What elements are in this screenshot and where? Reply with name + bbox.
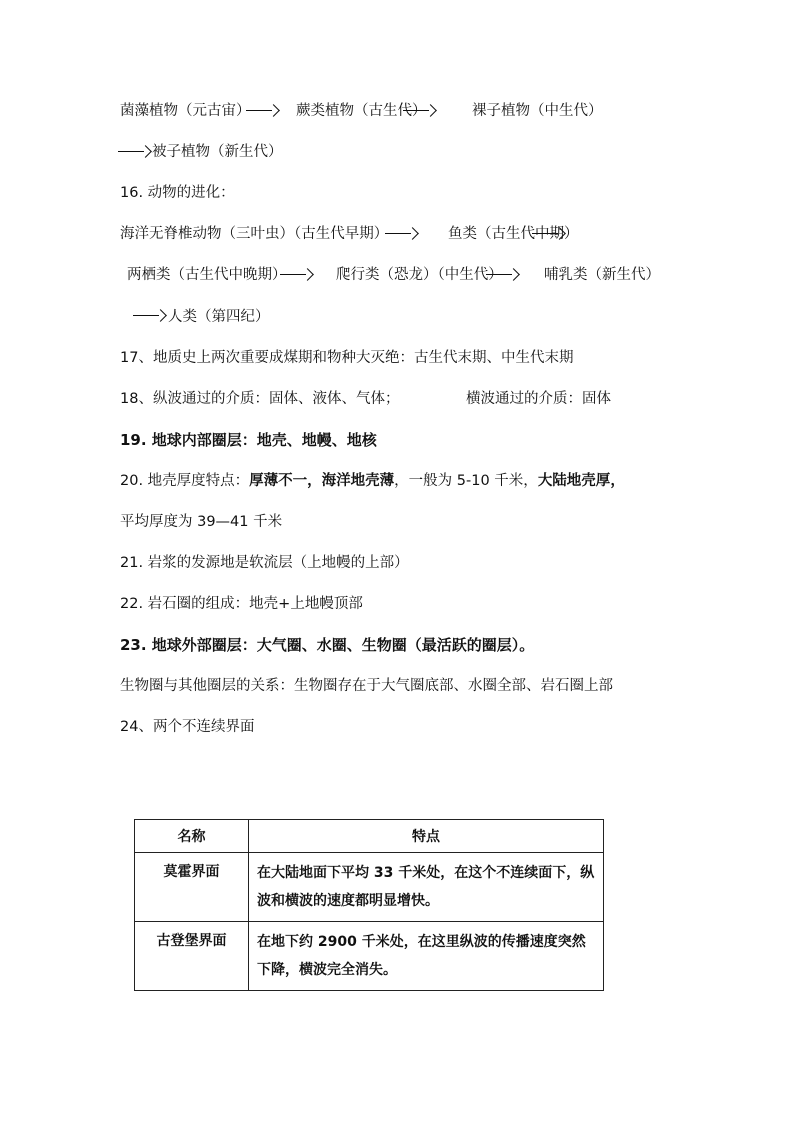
item-20-continuation: 平均厚度为 39—41 千米 (120, 514, 283, 530)
table-row (135, 922, 604, 991)
table-row (135, 853, 604, 922)
arrow-icon (403, 101, 435, 121)
arrow-icon (532, 224, 564, 244)
arrow-icon (385, 224, 417, 244)
item-19: 19. 地球内部圈层：地壳、地幔、地核 (120, 431, 377, 449)
animal-stage-amphibian: 两栖类（古生代中晚期） (127, 267, 287, 283)
table-header-row (135, 820, 604, 853)
table-cell-desc: 在地下约 2900 千米处，在这里纵波的传播速度突然下降，横波完全消失。 (249, 922, 604, 991)
item-20-bold-thick: 大陆地壳厚 (537, 473, 611, 489)
animal-stage-reptile: 爬行类（恐龙）（中生代） (336, 267, 503, 283)
item-23-relation: 生物圈与其他圈层的关系：生物圈存在于大气圈底部、水圈全部、岩石圈上部 (120, 678, 613, 694)
plant-stage-algae: 菌藻植物（元古宙） (120, 103, 251, 119)
plant-stage-fern: 蕨类植物（古生代） (296, 103, 427, 119)
animal-stage-human: 人类（第四纪） (168, 309, 270, 325)
table-cell-desc: 在大陆地面下平均 33 千米处，在这个不连续面下，纵波和横波的速度都明显增快。 (249, 853, 604, 922)
animal-evolution-title: 16. 动物的进化： (120, 185, 235, 201)
table-cell-name: 古登堡界面 (135, 922, 249, 991)
item-23: 23. 地球外部圈层：大气圈、水圈、生物圈（最活跃的圈层）。 (120, 636, 535, 654)
arrow-icon (246, 101, 278, 121)
arrow-icon (280, 265, 312, 285)
table-header-feature: 特点 (249, 820, 604, 853)
arrow-icon (133, 306, 165, 326)
item-22: 22. 岩石圈的组成：地壳+上地幔顶部 (120, 596, 363, 612)
item-18-longitudinal: 18、纵波通过的介质：固体、液体、气体； (120, 391, 400, 407)
item-24: 24、两个不连续界面 (120, 719, 255, 735)
item-20-prefix: 20. 地壳厚度特点： (120, 473, 250, 489)
item-17: 17、地质史上两次重要成煤期和物种大灭绝：古生代末期、中生代末期 (120, 350, 574, 366)
arrow-icon (118, 142, 150, 162)
item-20-middle: ，一般为 5-10 千米， (394, 473, 538, 489)
item-20 (120, 471, 625, 491)
animal-stage-trilobite: 海洋无脊椎动物（三叶虫）（古生代早期） (120, 226, 389, 242)
plant-stage-angiosperm: 被子植物（新生代） (152, 144, 283, 160)
item-18-transverse: 横波通过的介质：固体 (466, 391, 611, 407)
item-21: 21. 岩浆的发源地是软流层（上地幔的上部） (120, 555, 409, 571)
plant-stage-gymnosperm: 裸子植物（中生代） (472, 103, 603, 119)
table-cell-name: 莫霍界面 (135, 853, 249, 922)
discontinuity-table (134, 819, 604, 991)
item-20-bold-thin: 厚薄不一，海洋地壳薄 (249, 473, 395, 489)
animal-stage-fish: 鱼类（古生代中期） (448, 226, 579, 242)
animal-stage-mammal: 哺乳类（新生代） (544, 267, 660, 283)
arrow-icon (486, 265, 518, 285)
item-20-end: ， (610, 473, 625, 489)
table-header-name: 名称 (135, 820, 249, 853)
